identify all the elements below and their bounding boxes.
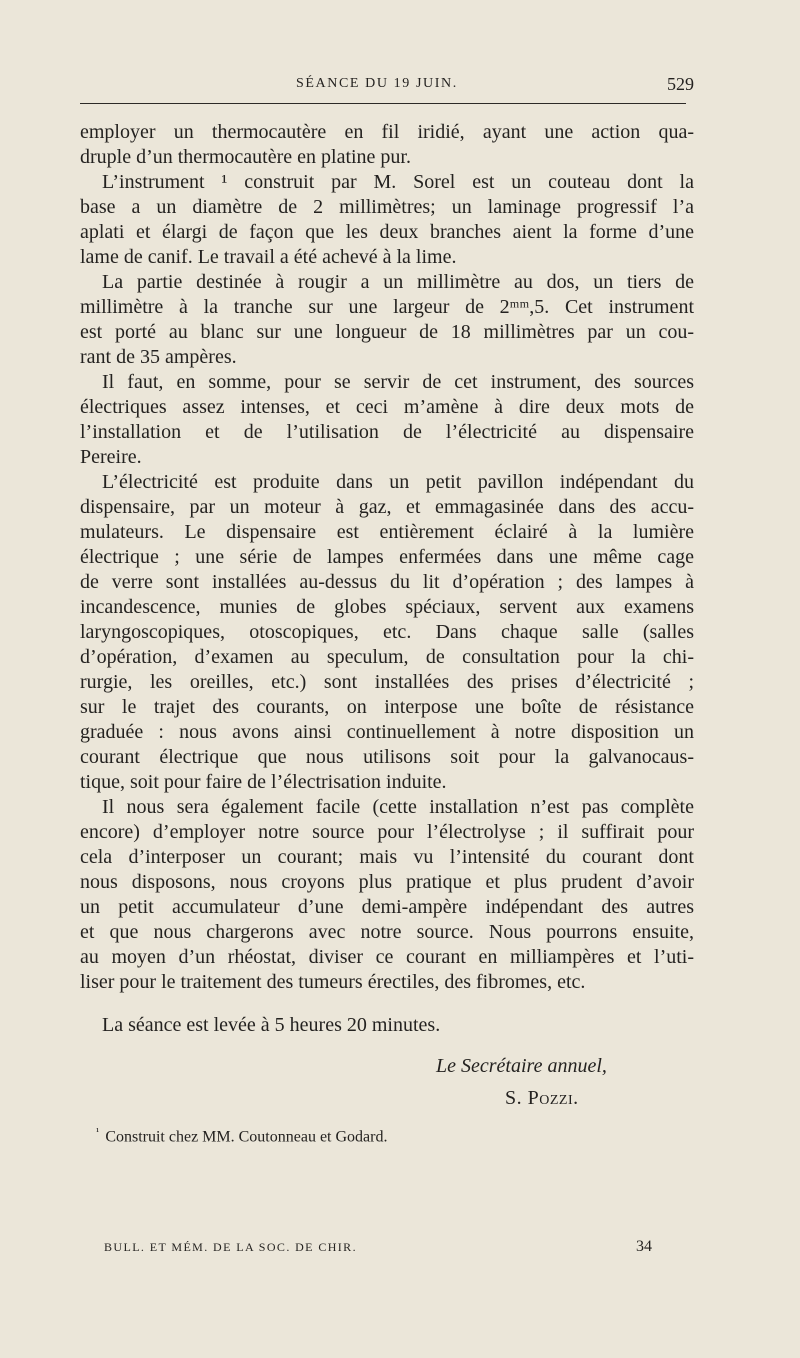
text-line: l’installation et de l’utilisation de l’électricité au dispensaire xyxy=(80,421,694,443)
paragraph xyxy=(80,470,694,795)
text-line: L’électricité est produite dans un petit pavillon indépendant du xyxy=(102,471,694,493)
text-line: Pereire. xyxy=(80,446,142,468)
footnote-mark: ¹ xyxy=(96,1126,100,1138)
text-line: employer un thermocautère en fil iridié, ayant une action qua- xyxy=(80,121,694,143)
running-head xyxy=(80,72,694,96)
text-line: Il faut, en somme, pour se servir de cet instrument, des sources xyxy=(102,371,694,393)
paragraph xyxy=(80,120,694,170)
paragraph xyxy=(80,270,694,370)
running-head-title: SÉANCE DU 19 JUIN. xyxy=(296,76,458,91)
text-line: est porté au blanc sur une longueur de 18 millimètres par un cou- xyxy=(80,321,694,343)
text-line: cela d’interposer un courant; mais vu l’intensité du courant dont xyxy=(80,846,694,868)
signature-mark: 34 xyxy=(636,1238,652,1255)
paragraph xyxy=(80,795,694,995)
text-line: aplati et élargi de façon que les deux branches aient la forme d’une xyxy=(80,221,694,243)
footer-journal-title: BULL. ET MÉM. DE LA SOC. DE CHIR. xyxy=(104,1240,357,1254)
text-line: de verre sont installées au-dessus du lit d’opération ; des lampes à xyxy=(80,571,694,593)
text-line: incandescence, munies de globes spéciaux, servent aux examens xyxy=(80,596,694,618)
text-line: millimètre à la tranche sur une largeur de 2ᵐᵐ,5. Cet instrument xyxy=(80,296,694,318)
text-line: La partie destinée à rougir a un millimètre au dos, un tiers de xyxy=(102,271,694,293)
text-line: tique, soit pour faire de l’électrisation induite. xyxy=(80,771,447,793)
text-line: Il nous sera également facile (cette installation n’est pas complète xyxy=(102,796,694,818)
text-line: laryngoscopiques, otoscopiques, etc. Dans chaque salle (salles xyxy=(80,621,694,643)
text-line: sur le trajet des courants, on interpose une boîte de résistance xyxy=(80,696,694,718)
text-line: d’opération, d’examen au speculum, de consultation pour la chi- xyxy=(80,646,694,668)
text-line: rurgie, les oreilles, etc.) sont installées des prises d’électricité ; xyxy=(80,671,694,693)
text-line: dispensaire, par un moteur à gaz, et emmagasinée dans des accu- xyxy=(80,496,694,518)
text-line: graduée : nous avons ainsi continuellement à notre disposition un xyxy=(80,721,694,743)
page-number: 529 xyxy=(667,74,694,94)
text-line: un petit accumulateur d’une demi-ampère indépendant des autres xyxy=(80,896,694,918)
text-line: et que nous chargerons avec notre source. Nous pourrons ensuite, xyxy=(80,921,694,943)
text-line: au moyen d’un rhéostat, diviser ce courant en milliampères et l’uti- xyxy=(80,946,694,968)
text-line: mulateurs. Le dispensaire est entièrement éclairé à la lumière xyxy=(80,521,694,543)
text-line: rant de 35 ampères. xyxy=(80,346,237,368)
text-line: base a un diamètre de 2 millimètres; un laminage progressif l’a xyxy=(80,196,694,218)
text-line: L’instrument ¹ construit par M. Sorel est un couteau dont la xyxy=(102,171,694,193)
text-line: liser pour le traitement des tumeurs érectiles, des fibromes, etc. xyxy=(80,971,586,993)
text-line: électriques assez intenses, et ceci m’amène à dire deux mots de xyxy=(80,396,694,418)
paragraph xyxy=(80,370,694,470)
paragraph xyxy=(80,170,694,270)
footnote xyxy=(96,1126,387,1146)
text-line: druple d’un thermocautère en platine pur. xyxy=(80,146,411,168)
signature-role: Le Secrétaire annuel, xyxy=(436,1055,607,1077)
header-rule xyxy=(80,103,686,104)
closing-line: La séance est levée à 5 heures 20 minutes. xyxy=(102,1014,441,1036)
text-line: électrique ; une série de lampes enfermées dans une même cage xyxy=(80,546,694,568)
page-footer xyxy=(104,1238,652,1258)
body-text xyxy=(80,120,694,995)
text-line: encore) d’employer notre source pour l’électrolyse ; il suffirait pour xyxy=(80,821,694,843)
text-line: nous disposons, nous croyons plus pratique et plus prudent d’avoir xyxy=(80,871,694,893)
footnote-text: Construit chez MM. Coutonneau et Godard. xyxy=(105,1128,388,1146)
text-line: lame de canif. Le travail a été achevé à la lime. xyxy=(80,246,457,268)
text-line: courant électrique que nous utilisons soit pour la galvanocaus- xyxy=(80,746,694,768)
signature-name: S. Pozzi. xyxy=(505,1087,579,1109)
